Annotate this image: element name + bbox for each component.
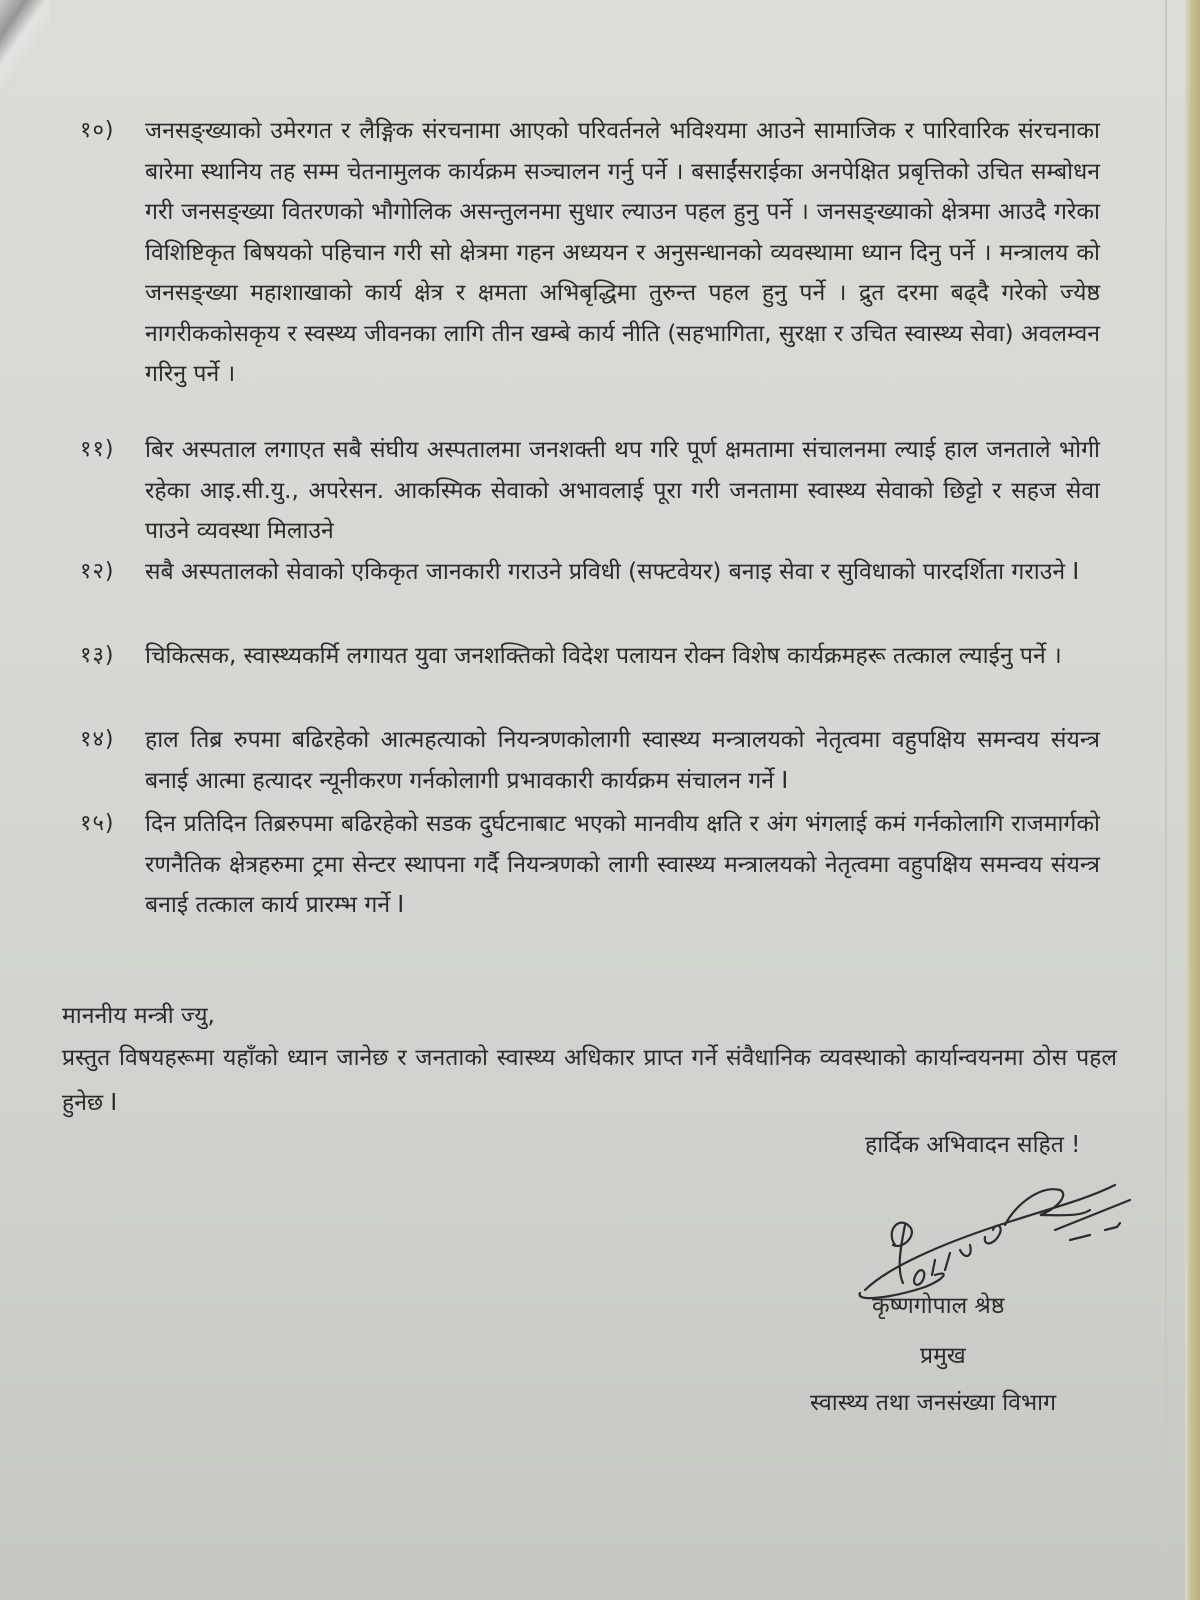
item-number: १०)	[80, 118, 115, 143]
signatory-department: स्वास्थ्य तथा जनसंख्या विभाग	[810, 1390, 1057, 1416]
item-number: ११)	[80, 437, 115, 462]
salutation: माननीय मन्त्री ज्यु,	[62, 1003, 215, 1029]
item-text: हाल तिब्र रुपमा बढिरहेको आत्महत्याको नियन्त्रणकोलागी स्वास्थ्य मन्त्रालयको नेतृत्वमा वहुपक्षिय समन्वय संयन्त्र बनाई आत्मा हत्यादर न्यूनीकरण गर्नकोलागी प्रभावकारी कार्यक्रम संचालन गर्ने I	[145, 727, 1100, 794]
item-text: जनसङ्ख्याको उमेरगत र लैङ्गिक संरचनामा आएको परिवर्तनले भविश्यमा आउने सामाजिक र पारिवारिक संरचनाका बारेमा स्थानिय तह सम्म चेतनामुलक कार्यक्रम सञ्चालन गर्नु पर्ने । बसाईंसराईका अनपेक्षित प्रबृत्तिको उचित सम्बोधन गरी जनसङ्ख्या वितरणको भौगोलिक असन्तुलनमा सुधार ल्याउन पहल हुनु पर्ने । जनसङ्ख्याको क्षेत्रमा आउदै गरेका विशिष्टिकृत बिषयको पहिचान गरी सो क्षेत्रमा गहन अध्ययन र अनुसन्धानको व्यवस्थामा ध्यान दिनु पर्ने । मन्त्रालय को जनसङ्ख्या महाशाखाको कार्य क्षेत्र र क्षमता अभिबृद्धिमा तुरुन्त पहल हुनु पर्ने । द्रुत दरमा बढ्दै गरेको ज्येष्ठ नागरीककोसकृय र स्वस्थ्य जीवनका लागि तीन खम्बे कार्य नीति (सहभागिता, सुरक्षा र उचित स्वास्थ्य सेवा) अवलम्वन गरिनु पर्ने ।	[145, 118, 1100, 387]
regards-line: हार्दिक अभिवादन सहित !	[865, 1132, 1081, 1158]
item-number: १३)	[80, 643, 115, 668]
list-item-12	[80, 552, 1100, 593]
item-text: दिन प्रतिदिन तिब्ररुपमा बढिरहेको सडक दुर्घटनाबाट भएको मानवीय क्षति र अंग भंगलाई कमं गर्नकोलागि राजमार्गको रणनैतिक क्षेत्रहरुमा ट्रमा सेन्टर स्थापना गर्दै नियन्त्रणको लागी स्वास्थ्य मन्त्रालयको नेतृत्वमा वहुपक्षिय समन्वय संयन्त्र बनाई तत्काल कार्य प्रारम्भ गर्ने I	[145, 811, 1100, 918]
closing-paragraph: प्रस्तुत विषयहरूमा यहाँको ध्यान जानेछ र जनताको स्वास्थ्य अधिकार प्राप्त गर्ने संवैधानिक व्यवस्थाको कार्यान्वयनमा ठोस पहल हुनेछ I	[62, 1045, 1117, 1116]
list-item-14	[80, 720, 1100, 801]
signatory-name: कृष्णगोपाल श्रेष्ठ	[872, 1293, 1005, 1319]
list-item-10	[80, 111, 1100, 395]
item-text: बिर अस्पताल लगाएत सबै संघीय अस्पतालमा जनशक्ती थप गरि पूर्ण क्षमतामा संचालनमा ल्याई हाल जनताले भोगी रहेका आइ.सी.यु., अपरेसन. आकस्मिक सेवाको अभावलाई पूरा गरी जनतामा स्वास्थ्य सेवाको छिट्टो र सहज सेवा पाउने व्यवस्था मिलाउने	[145, 437, 1100, 544]
item-number: १५)	[80, 811, 115, 836]
item-number: १४)	[80, 727, 115, 752]
item-text: सबै अस्पतालको सेवाको एकिकृत जानकारी गराउने प्रविधी (सफ्टवेयर) बनाइ सेवा र सुविधाको पारदर्शिता गराउने I	[145, 559, 1080, 585]
list-item-15	[80, 804, 1100, 926]
item-text: चिकित्सक, स्वास्थ्यकर्मि लगायत युवा जनशक्तिको विदेश पलायन रोक्न विशेष कार्यक्रमहरू तत्काल ल्याईनु पर्ने ।	[145, 643, 1062, 669]
list-item-13	[80, 636, 1100, 677]
item-number: १२)	[80, 559, 115, 584]
signatory-title: प्रमुख	[920, 1343, 966, 1369]
list-item-11	[80, 430, 1100, 552]
